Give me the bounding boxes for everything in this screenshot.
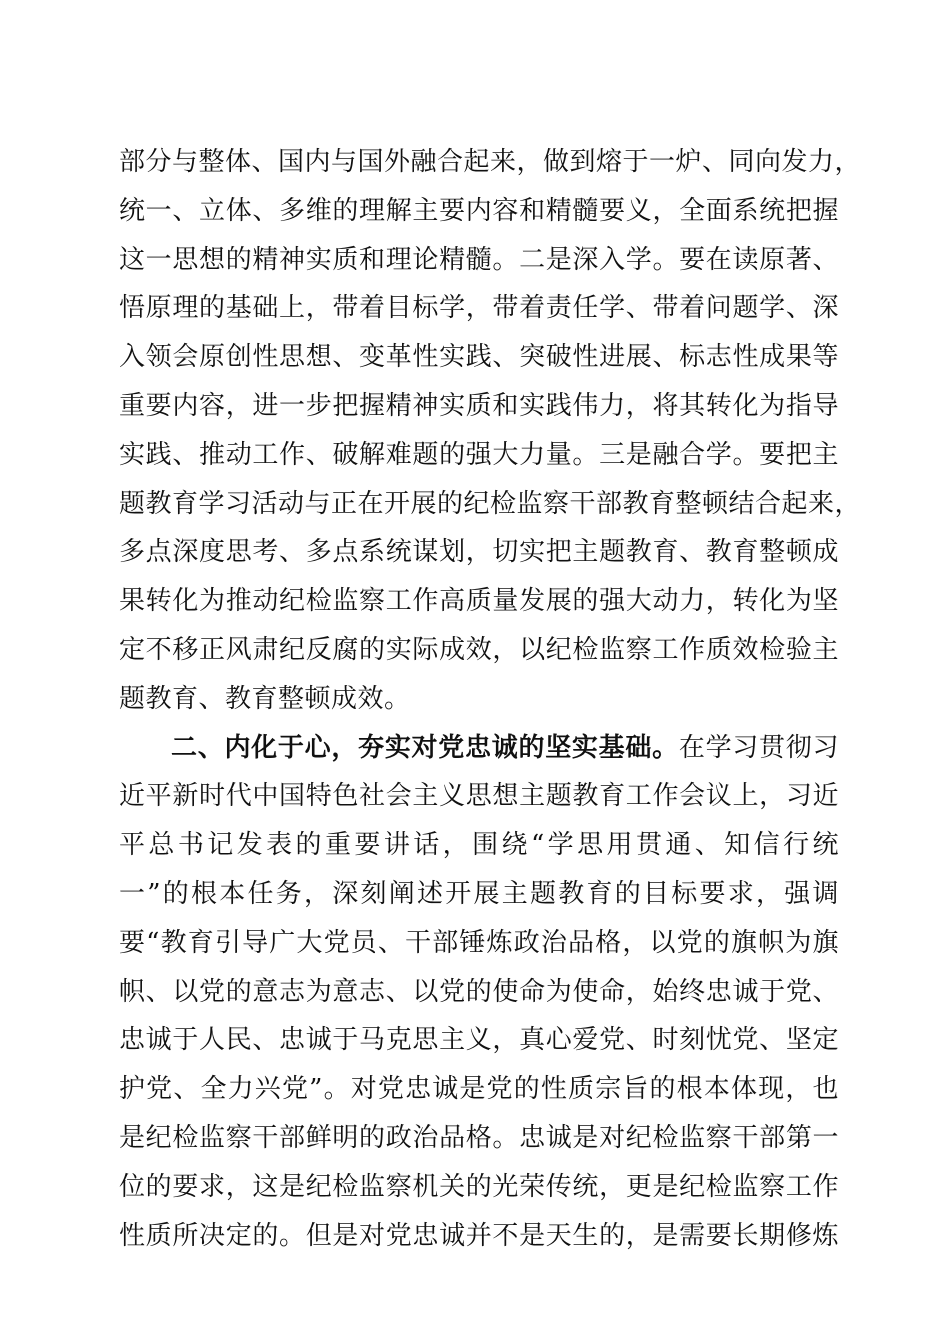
text-line: 要“教育引导广大党员、干部锤炼政治品格，以党的旗帜为旗 — [119, 927, 839, 958]
text-line: 题教育学习活动与正在开展的纪检监察干部教育整顿结合起来， — [119, 488, 862, 519]
text-line: 入领会原创性思想、变革性实践、突破性进展、标志性成果等 — [119, 342, 839, 373]
text-line: 一”的根本任务，深刻阐述开展主题教育的目标要求，强调 — [119, 878, 839, 909]
text-line: 这一思想的精神实质和理论精髓。二是深入学。要在读原著、 — [119, 244, 839, 275]
text-line: 是纪检监察干部鲜明的政治品格。忠诚是对纪检监察干部第一 — [119, 1122, 839, 1153]
text-line: 忠诚于人民、忠诚于马克思主义，真心爱党、时刻忧党、坚定 — [119, 1025, 839, 1056]
text-line: 题教育、教育整顿成效。 — [119, 683, 411, 714]
text-line: 部分与整体、国内与国外融合起来，做到熔于一炉、同向发力， — [119, 147, 862, 177]
text-line: 护党、全力兴党”。对党忠诚是党的性质宗旨的根本体现，也 — [119, 1074, 839, 1105]
text-line: 定不移正风肃纪反腐的实际成效，以纪检监察工作质效检验主 — [119, 634, 839, 665]
text-line: 平总书记发表的重要讲话，围绕“学思用贯通、知信行统 — [119, 830, 839, 861]
text-line: 统一、立体、多维的理解主要内容和精髓要义，全面系统把握 — [119, 195, 839, 226]
text-line: 果转化为推动纪检监察工作高质量发展的强大动力，转化为坚 — [119, 586, 839, 617]
body-text — [119, 138, 862, 1260]
text-line: 性质所决定的。但是对党忠诚并不是天生的，是需要长期修炼 — [119, 1220, 839, 1251]
text-line: 重要内容，进一步把握精神实质和实践伟力，将其转化为指导 — [119, 390, 839, 421]
text-line: 位的要求，这是纪检监察机关的光荣传统，更是纪检监察工作 — [119, 1171, 839, 1202]
section-heading: 二、内化于心，夯实对党忠诚的坚实基础。 — [171, 732, 679, 763]
text-line: 帜、以党的意志为意志、以党的使命为使命，始终忠诚于党、 — [119, 976, 839, 1007]
text-line: 悟原理的基础上，带着目标学，带着责任学、带着问题学、深 — [119, 293, 839, 324]
text-line: 近平新时代中国特色社会主义思想主题教育工作会议上，习近 — [119, 781, 839, 812]
heading-line-text: 在学习贯彻习 — [678, 732, 839, 763]
section-heading-line — [119, 724, 839, 773]
text-line: 多点深度思考、多点系统谋划，切实把主题教育、教育整顿成 — [119, 537, 839, 568]
text-line: 实践、推动工作、破解难题的强大力量。三是融合学。要把主 — [119, 439, 839, 470]
